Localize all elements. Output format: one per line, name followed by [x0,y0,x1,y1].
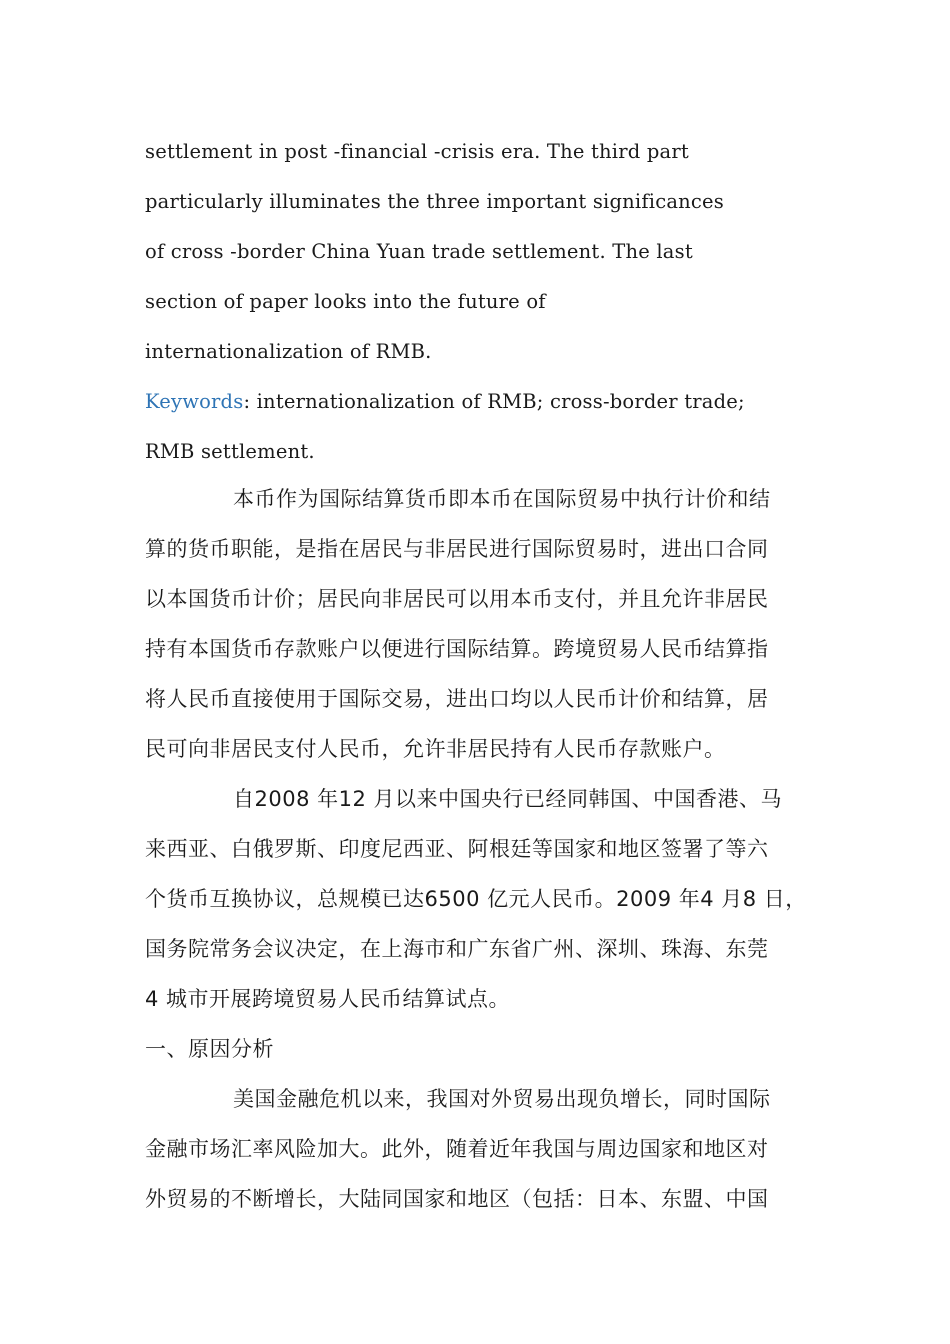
paragraph-line: 4 城市开展跨境贸易人民币结算试点。 [145,987,511,1011]
paragraph-line: 算的货币职能，是指在居民与非居民进行国际贸易时，进出口合同 [145,537,769,561]
keywords-text: : internationalization of RMB; cross-border trade; [243,390,745,413]
section-heading: 一、原因分析 [145,1037,274,1061]
paragraph-line: 金融市场汇率风险加大。此外，随着近年我国与周边国家和地区对 [145,1137,769,1161]
paragraph-line: 个货币互换协议，总规模已达6500 亿元人民币。2009 年4 月8 日， [145,887,807,911]
keywords-line: RMB settlement. [145,440,315,463]
paragraph-line: 国务院常务会议决定，在上海市和广东省广州、深圳、珠海、东莞 [145,937,769,961]
paragraph-line: 将人民币直接使用于国际交易，进出口均以人民币计价和结算，居 [145,687,769,711]
paragraph-line: 以本国货币计价；居民向非居民可以用本币支付，并且允许非居民 [145,587,769,611]
abstract-line: settlement in post -financial -crisis era. The third part [145,140,689,163]
paragraph-line: 来西亚、白俄罗斯、印度尼西亚、阿根廷等国家和地区签署了等六 [145,837,769,861]
paragraph-line: 自2008 年12 月以来中国央行已经同韩国、中国香港、马 [233,787,783,811]
abstract-line: of cross -border China Yuan trade settlement. The last [145,240,693,263]
paragraph-line: 美国金融危机以来，我国对外贸易出现负增长，同时国际 [233,1087,771,1111]
paragraph-line: 民可向非居民支付人民币，允许非居民持有人民币存款账户。 [145,737,726,761]
abstract-line: section of paper looks into the future of [145,290,546,313]
paragraph-line: 本币作为国际结算货币即本币在国际贸易中执行计价和结 [233,487,771,511]
keywords-line [145,392,745,412]
paragraph-line: 外贸易的不断增长，大陆同国家和地区（包括：日本、东盟、中国 [145,1187,769,1211]
paragraph-line: 持有本国货币存款账户以便进行国际结算。跨境贸易人民币结算指 [145,637,769,661]
abstract-line: particularly illuminates the three important significances [145,190,724,213]
abstract-line: internationalization of RMB. [145,340,432,363]
keywords-label: Keywords [145,390,244,413]
